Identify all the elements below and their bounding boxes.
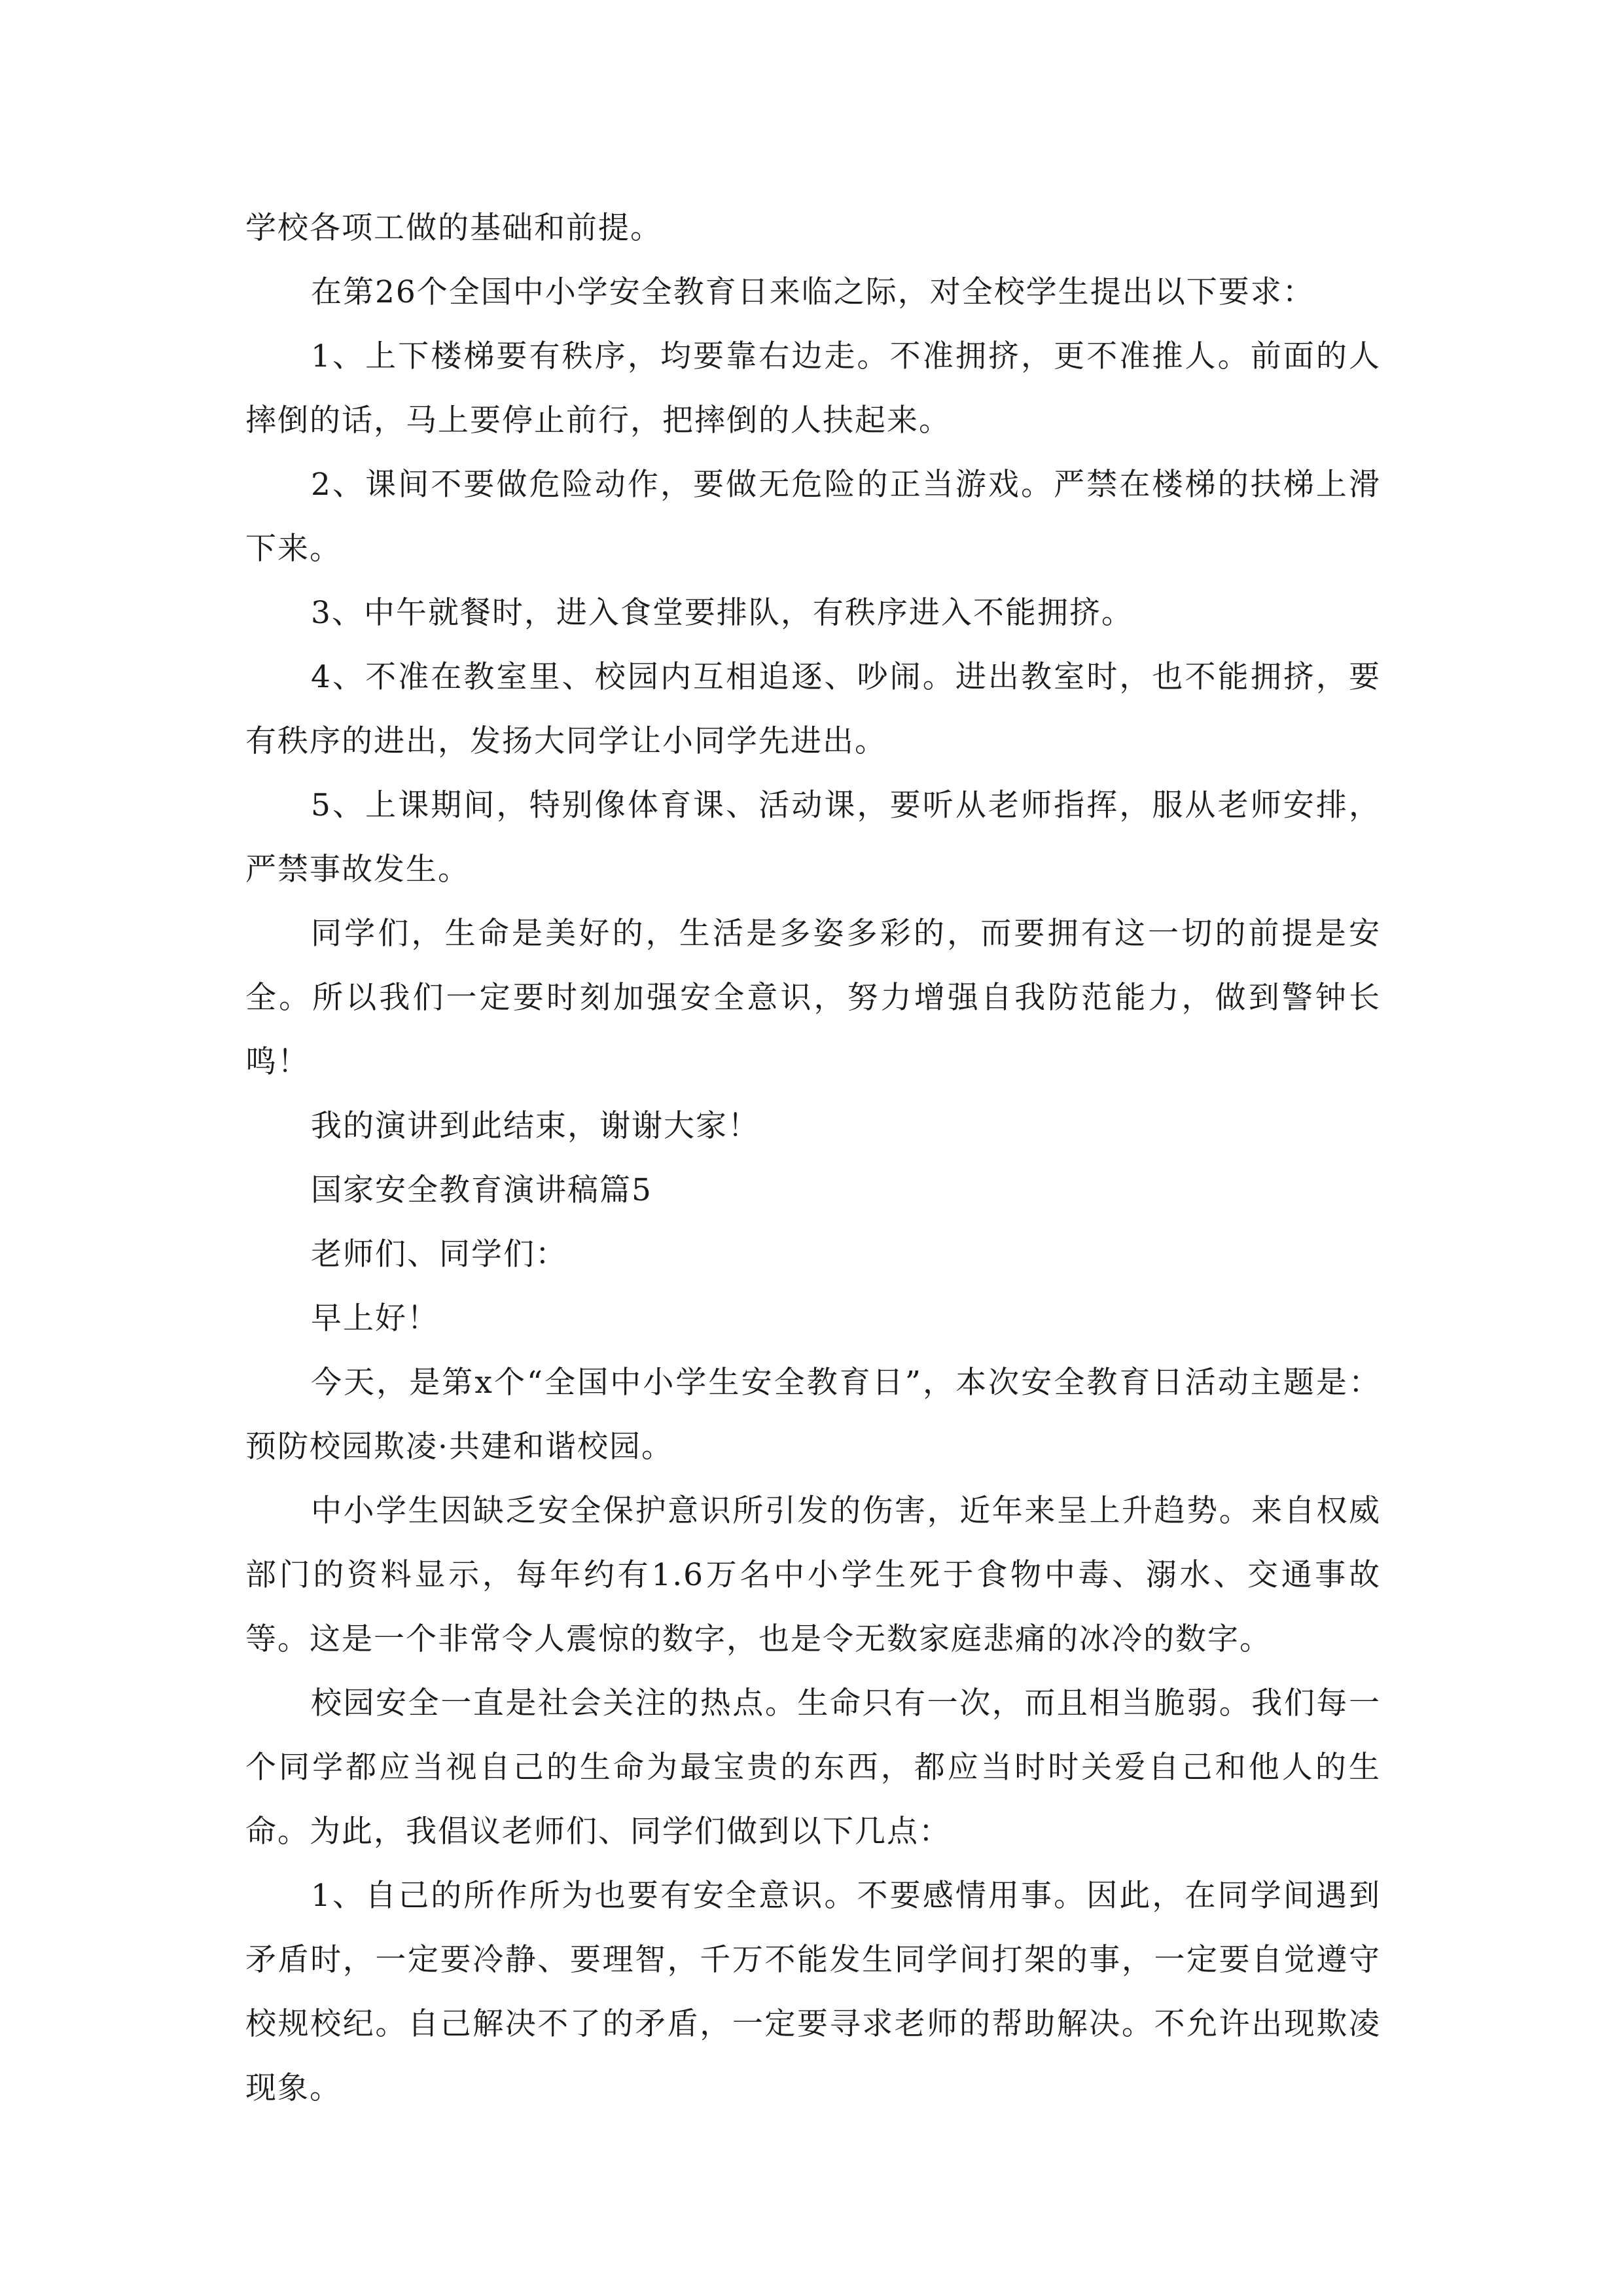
paragraph-statistics: 中小学生因缺乏安全保护意识所引发的伤害，近年来呈上升趋势。来自权威部门的资料显示，每年约有1.6万名中小学生死于食物中毒、溺水、交通事故等。这是一个非常令人震惊的数字，也是令无数家庭悲痛的冰冷的数字。 [245,1493,1381,1657]
paragraph-rule-1: 1、上下楼梯要有秩序，均要靠右边走。不准拥挤，更不准推人。前面的人摔倒的话，马上要停止前行，把摔倒的人扶起来。 [245,338,1381,439]
paragraph-rule-2: 2、课间不要做危险动作，要做无危险的正当游戏。严禁在楼梯的扶梯上滑下来。 [245,467,1381,567]
paragraph-rule-4: 4、不准在教室里、校园内互相追逐、吵闹。进出教室时，也不能拥挤，要有秩序的进出，发扬大同学让小同学先进出。 [245,659,1381,759]
paragraph-intro-requirements: 在第26个全国中小学安全教育日来临之际，对全校学生提出以下要求： [311,274,1315,310]
paragraph-greeting: 老师们、同学们： [311,1236,567,1272]
paragraph-theme: 今天，是第x个“全国中小学生安全教育日”，本次安全教育日活动主题是：预防校园欺凌·共建和谐校园。 [245,1365,1381,1465]
paragraph-continuation: 学校各项工做的基础和前提。 [245,210,662,246]
paragraph-thanks: 我的演讲到此结束，谢谢大家！ [311,1108,760,1144]
paragraph-good-morning: 早上好！ [311,1300,439,1336]
paragraph-campus-safety: 校园安全一直是社会关注的热点。生命只有一次，而且相当脆弱。我们每一个同学都应当视自己的生命为最宝贵的东西，都应当时时关爱自己和他人的生命。为此，我倡议老师们、同学们做到以下几点： [245,1685,1381,1850]
section-heading: 国家安全教育演讲稿篇5 [311,1172,652,1208]
paragraph-closing-remarks: 同学们，生命是美好的，生活是多姿多彩的，而要拥有这一切的前提是安全。所以我们一定要时刻加强安全意识，努力增强自我防范能力，做到警钟长鸣！ [245,916,1381,1080]
document-body [245,196,1381,2121]
paragraph-proposal-1: 1、自己的所作所为也要有安全意识。不要感情用事。因此，在同学间遇到矛盾时，一定要冷静、要理智，千万不能发生同学间打架的事，一定要自觉遵守校规校纪。自己解决不了的矛盾，一定要寻求老师的帮助解决。不允许出现欺凌现象。 [245,1878,1381,2106]
paragraph-rule-5: 5、上课期间，特别像体育课、活动课，要听从老师指挥，服从老师安排，严禁事故发生。 [245,787,1381,888]
paragraph-rule-3: 3、中午就餐时，进入食堂要排队，有秩序进入不能拥挤。 [311,595,1133,631]
